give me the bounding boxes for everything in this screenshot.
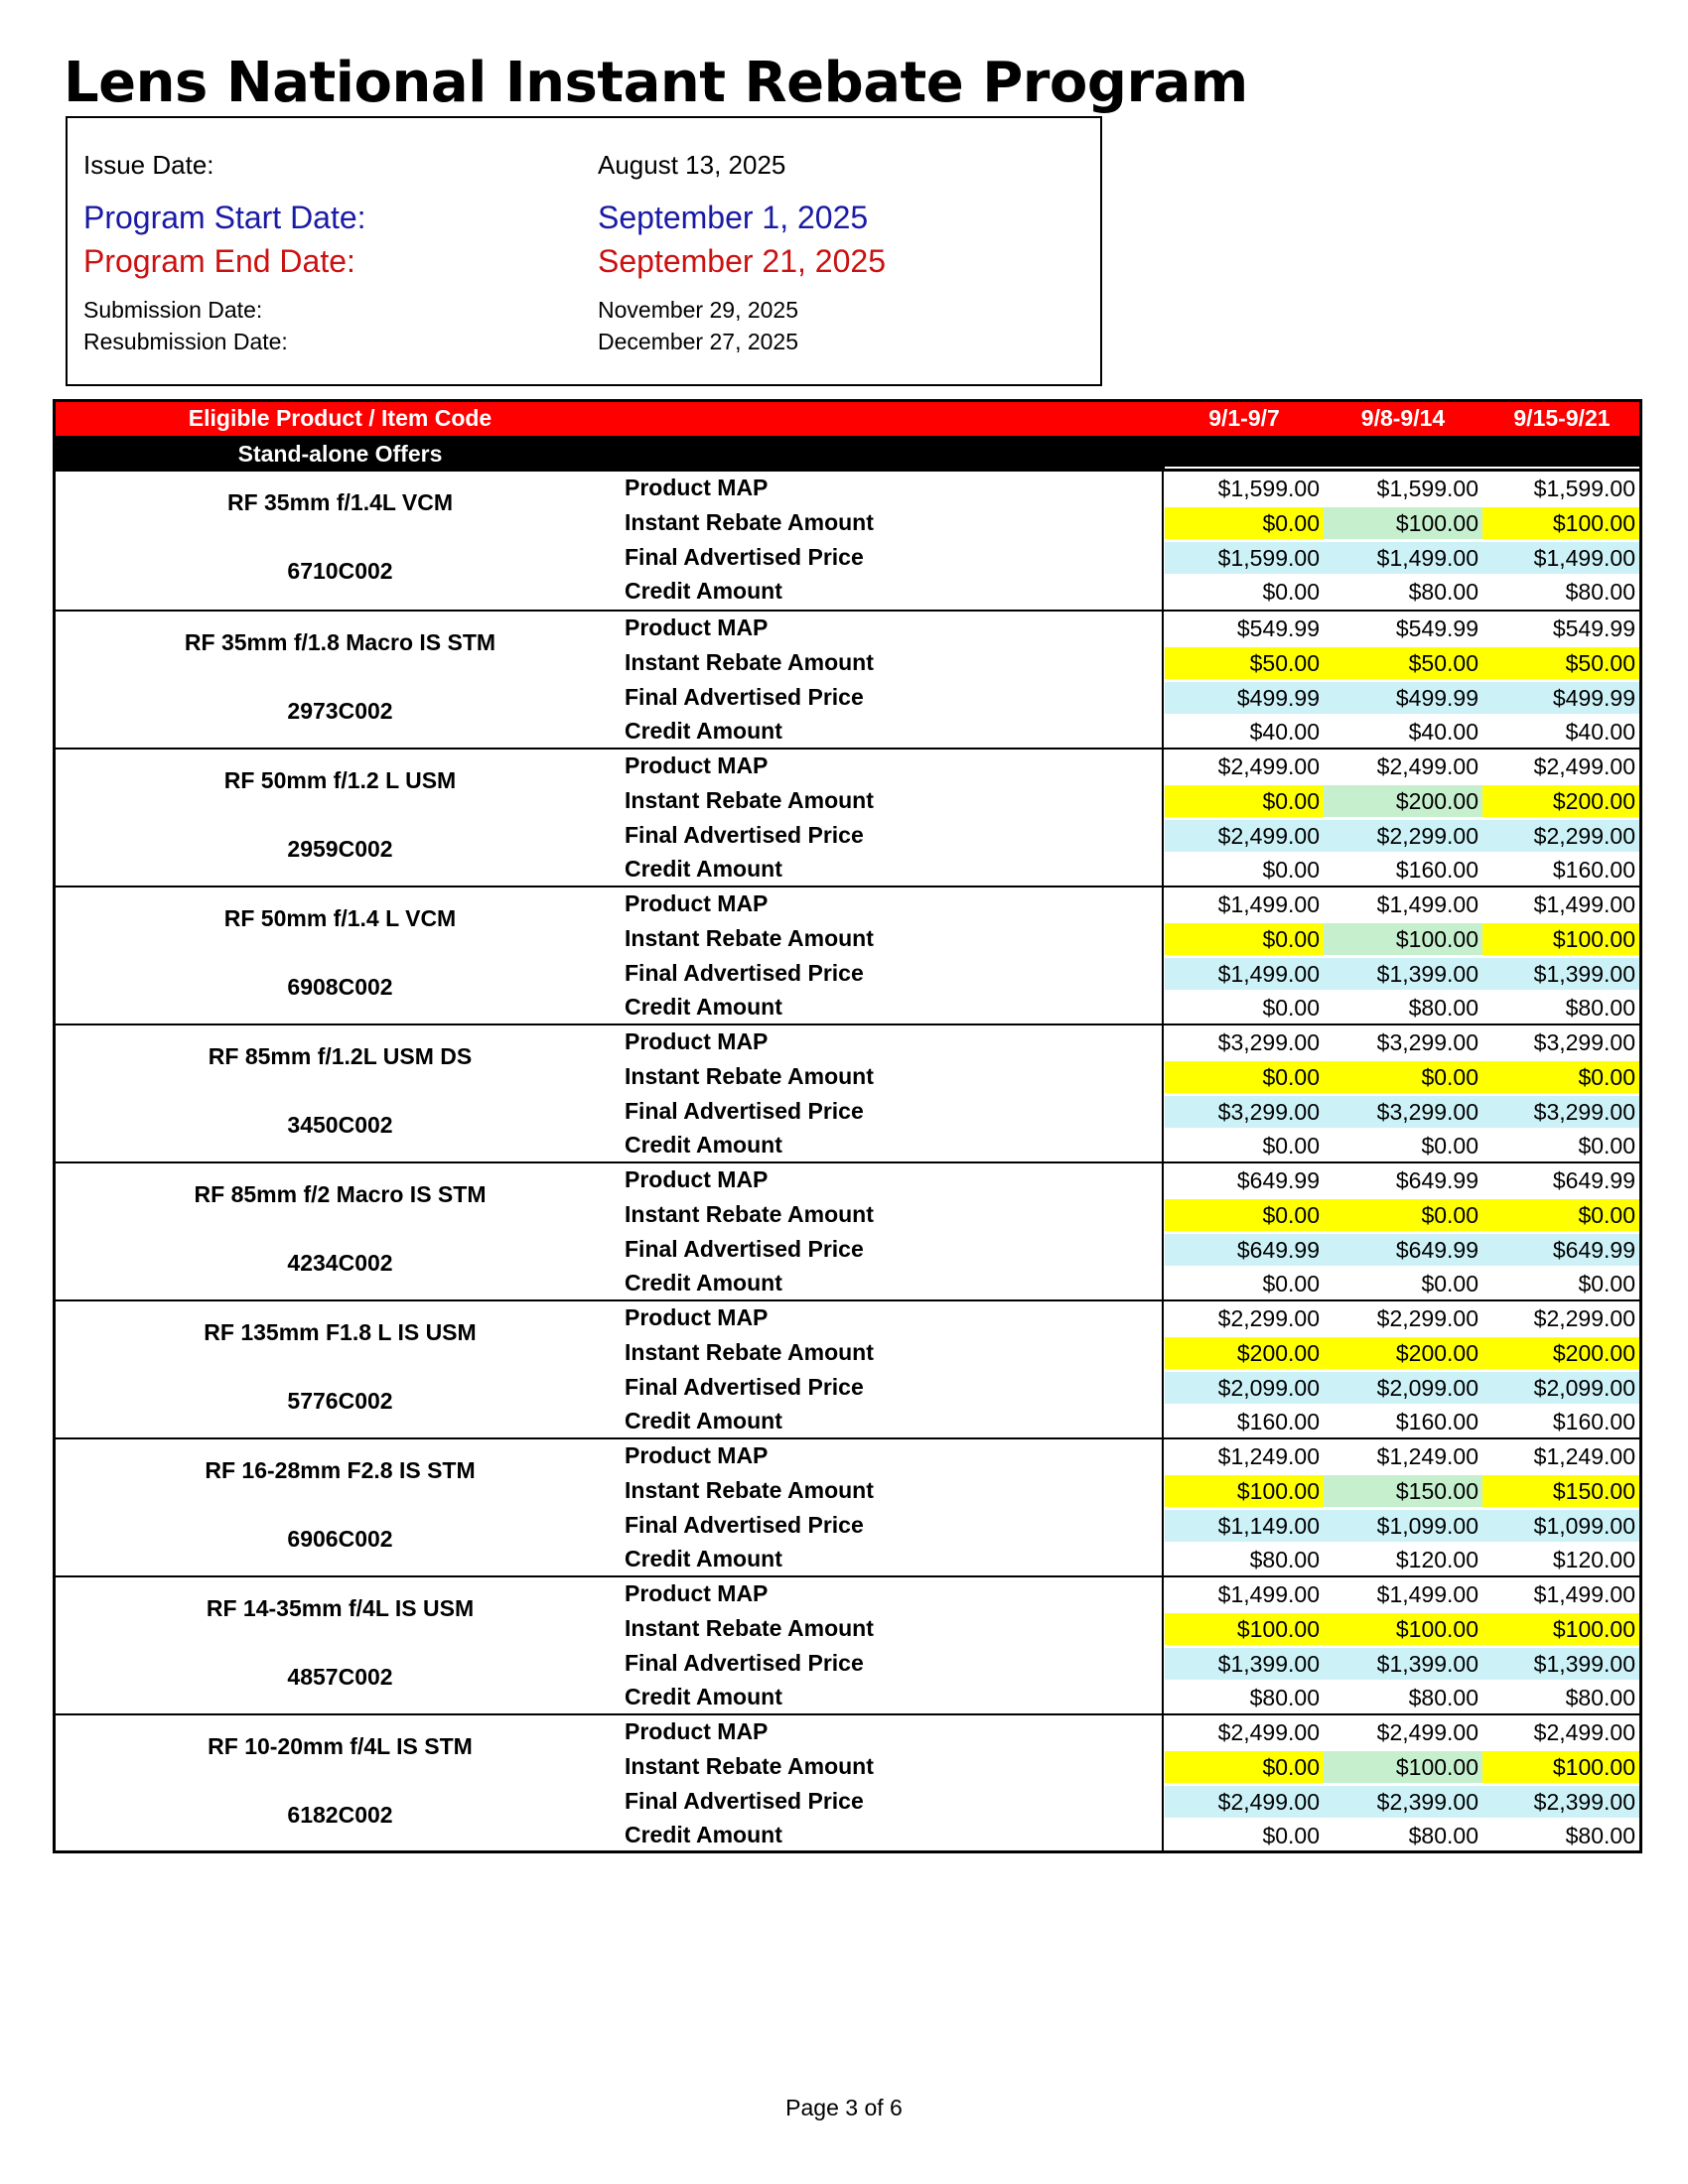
- row-label: Product MAP: [625, 1028, 769, 1054]
- row-label: Credit Amount: [625, 1546, 782, 1572]
- row-label: Instant Rebate Amount: [625, 1614, 874, 1641]
- final-price-row: [56, 1371, 1639, 1406]
- product-name: RF 50mm f/1.2 L USM: [223, 767, 457, 793]
- credit-amount-row: [56, 1543, 1639, 1577]
- value-cell: $1,499.00: [1217, 1581, 1320, 1607]
- value-cell: $0.00: [1262, 857, 1320, 884]
- value-cell: $1,399.00: [1324, 1648, 1482, 1680]
- row-label: Product MAP: [625, 1580, 769, 1606]
- value-cell: $50.00: [1482, 647, 1639, 679]
- value-cell: $649.99: [1165, 1234, 1324, 1266]
- final-price-row: [56, 681, 1639, 716]
- value-cell: $2,499.00: [1165, 820, 1324, 852]
- instant-rebate-row: [56, 1612, 1639, 1647]
- value-cell: $0.00: [1578, 1133, 1635, 1160]
- credit-amount-row: [56, 1267, 1639, 1301]
- value-cell: $1,499.00: [1217, 891, 1320, 917]
- final-price-row: [56, 1509, 1639, 1544]
- row-label: Product MAP: [625, 614, 769, 640]
- value-cell: $649.99: [1552, 1167, 1635, 1193]
- value-cell: $1,499.00: [1533, 1581, 1635, 1607]
- rebate-table: [53, 399, 1642, 1853]
- value-cell: $0.00: [1578, 1271, 1635, 1297]
- value-cell: $160.00: [1552, 857, 1635, 884]
- product-block: [56, 1161, 1639, 1301]
- value-cell: $0.00: [1482, 1061, 1639, 1093]
- product-map-row: [56, 472, 1639, 506]
- row-label: Instant Rebate Amount: [625, 1200, 874, 1227]
- value-cell: $2,499.00: [1533, 753, 1635, 779]
- page-title: Lens National Instant Rebate Program: [64, 51, 1248, 115]
- item-code: 2973C002: [287, 698, 393, 724]
- value-cell: $40.00: [1249, 719, 1320, 746]
- credit-amount-row: [56, 575, 1639, 610]
- credit-amount-row: [56, 1819, 1639, 1853]
- value-cell: $1,399.00: [1165, 1648, 1324, 1680]
- value-cell: $0.00: [1165, 507, 1324, 539]
- product-map-row: [56, 1163, 1639, 1198]
- instant-rebate-row: [56, 1060, 1639, 1095]
- value-cell: $1,599.00: [1376, 476, 1478, 501]
- value-cell: $1,599.00: [1533, 476, 1635, 501]
- row-label: Final Advertised Price: [625, 1235, 864, 1262]
- value-cell: $1,499.00: [1482, 542, 1639, 574]
- value-cell: $100.00: [1482, 1613, 1639, 1645]
- value-cell: $649.99: [1395, 1167, 1478, 1193]
- value-cell: $0.00: [1324, 1199, 1482, 1231]
- value-cell: $549.99: [1236, 615, 1320, 641]
- row-label: Product MAP: [625, 1304, 769, 1330]
- value-cell: $100.00: [1324, 507, 1482, 539]
- header-eligible-product: Eligible Product / Item Code: [188, 405, 492, 431]
- value-cell: $200.00: [1482, 785, 1639, 817]
- item-code: 2959C002: [287, 836, 393, 862]
- table-header-row: [56, 402, 1639, 436]
- program-end-date-label: Program End Date:: [83, 243, 355, 279]
- value-cell: $1,099.00: [1324, 1510, 1482, 1542]
- row-label: Credit Amount: [625, 1684, 782, 1710]
- header-period-2: 9/8-9/14: [1360, 405, 1446, 431]
- product-map-row: [56, 612, 1639, 646]
- product-name: RF 10-20mm f/4L IS STM: [208, 1733, 473, 1759]
- item-code: 4857C002: [287, 1664, 393, 1690]
- value-cell: $2,399.00: [1324, 1786, 1482, 1818]
- product-name: RF 35mm f/1.8 Macro IS STM: [184, 629, 496, 655]
- value-cell: $200.00: [1482, 1337, 1639, 1369]
- value-cell: $649.99: [1236, 1167, 1320, 1193]
- instant-rebate-row: [56, 922, 1639, 957]
- page-number: Page 3 of 6: [785, 2095, 903, 2120]
- value-cell: $549.99: [1395, 615, 1478, 641]
- row-label: Final Advertised Price: [625, 1373, 864, 1400]
- row-label: Instant Rebate Amount: [625, 1752, 874, 1779]
- resubmission-date-value: December 27, 2025: [598, 329, 799, 354]
- product-block: [56, 610, 1639, 750]
- value-cell: $100.00: [1165, 1613, 1324, 1645]
- submission-date-label: Submission Date:: [83, 297, 263, 323]
- item-code: 5776C002: [287, 1388, 393, 1414]
- instant-rebate-row: [56, 1198, 1639, 1233]
- value-cell: $100.00: [1324, 1751, 1482, 1783]
- value-cell: $1,499.00: [1324, 542, 1482, 574]
- value-cell: $200.00: [1165, 1337, 1324, 1369]
- value-cell: $1,499.00: [1376, 1581, 1478, 1607]
- value-cell: $2,499.00: [1376, 1719, 1478, 1745]
- value-cell: $200.00: [1324, 1337, 1482, 1369]
- credit-amount-row: [56, 991, 1639, 1025]
- value-cell: $1,399.00: [1482, 1648, 1639, 1680]
- value-cell: $80.00: [1249, 1547, 1320, 1573]
- final-price-row: [56, 1233, 1639, 1268]
- value-cell: $80.00: [1565, 1823, 1635, 1849]
- row-label: Credit Amount: [625, 994, 782, 1021]
- value-cell: $160.00: [1236, 1409, 1320, 1435]
- row-label: Instant Rebate Amount: [625, 786, 874, 813]
- value-cell: $2,499.00: [1217, 1719, 1320, 1745]
- row-label: Product MAP: [625, 1718, 769, 1744]
- item-code: 6182C002: [287, 1802, 393, 1828]
- section-header-row: [56, 436, 1639, 472]
- value-cell: $1,499.00: [1165, 958, 1324, 990]
- value-cell: $80.00: [1408, 579, 1478, 606]
- item-code: 4234C002: [287, 1250, 393, 1276]
- value-cell: $1,149.00: [1165, 1510, 1324, 1542]
- row-label: Product MAP: [625, 752, 769, 778]
- final-price-row: [56, 541, 1639, 576]
- value-cell: $100.00: [1324, 1613, 1482, 1645]
- value-cell: $1,599.00: [1165, 542, 1324, 574]
- value-cell: $120.00: [1395, 1547, 1478, 1573]
- value-cell: $0.00: [1262, 1823, 1320, 1849]
- instant-rebate-row: [56, 1750, 1639, 1785]
- product-block: [56, 1299, 1639, 1439]
- value-cell: $50.00: [1324, 647, 1482, 679]
- value-cell: $649.99: [1482, 1234, 1639, 1266]
- value-cell: $40.00: [1565, 719, 1635, 746]
- value-cell: $2,099.00: [1324, 1372, 1482, 1404]
- value-cell: $150.00: [1324, 1475, 1482, 1507]
- header-period-1: 9/1-9/7: [1208, 405, 1280, 431]
- issue-date-value: August 13, 2025: [598, 150, 786, 180]
- value-cell: $80.00: [1408, 995, 1478, 1022]
- product-map-row: [56, 887, 1639, 922]
- product-name: RF 85mm f/2 Macro IS STM: [194, 1181, 487, 1207]
- issue-date-label: Issue Date:: [83, 150, 214, 180]
- value-cell: $0.00: [1482, 1199, 1639, 1231]
- row-label: Final Advertised Price: [625, 1097, 864, 1124]
- value-cell: $0.00: [1165, 785, 1324, 817]
- value-cell: $1,099.00: [1482, 1510, 1639, 1542]
- instant-rebate-row: [56, 784, 1639, 819]
- value-cell: $80.00: [1565, 579, 1635, 606]
- value-cell: $3,299.00: [1533, 1029, 1635, 1055]
- section-label: Stand-alone Offers: [237, 441, 443, 467]
- resubmission-date-label: Resubmission Date:: [83, 329, 288, 354]
- row-label: Credit Amount: [625, 1132, 782, 1159]
- value-cell: $499.99: [1324, 682, 1482, 714]
- value-cell: $80.00: [1408, 1823, 1478, 1849]
- value-cell: $100.00: [1482, 1751, 1639, 1783]
- credit-amount-row: [56, 853, 1639, 887]
- program-dates-box: [66, 116, 1102, 386]
- row-label: Credit Amount: [625, 578, 782, 605]
- final-price-row: [56, 1647, 1639, 1682]
- row-label: Final Advertised Price: [625, 821, 864, 848]
- value-cell: $150.00: [1482, 1475, 1639, 1507]
- row-label: Product MAP: [625, 1166, 769, 1192]
- row-label: Final Advertised Price: [625, 1511, 864, 1538]
- value-cell: $80.00: [1565, 995, 1635, 1022]
- value-cell: $0.00: [1262, 995, 1320, 1022]
- row-label: Instant Rebate Amount: [625, 508, 874, 535]
- value-cell: $0.00: [1421, 1271, 1478, 1297]
- product-map-row: [56, 1577, 1639, 1612]
- value-cell: $40.00: [1408, 719, 1478, 746]
- value-cell: $0.00: [1262, 1271, 1320, 1297]
- value-cell: $80.00: [1249, 1685, 1320, 1711]
- row-label: Final Advertised Price: [625, 543, 864, 570]
- value-cell: $0.00: [1262, 579, 1320, 606]
- value-cell: $2,299.00: [1324, 820, 1482, 852]
- header-period-3: 9/15-9/21: [1513, 405, 1611, 431]
- value-cell: $3,299.00: [1376, 1029, 1478, 1055]
- product-block: [56, 472, 1639, 610]
- product-block: [56, 1713, 1639, 1853]
- value-cell: $2,499.00: [1217, 753, 1320, 779]
- value-cell: $2,499.00: [1376, 753, 1478, 779]
- product-name: RF 85mm f/1.2L USM DS: [208, 1043, 473, 1069]
- value-cell: $160.00: [1395, 1409, 1478, 1435]
- value-cell: $3,299.00: [1217, 1029, 1320, 1055]
- product-name: RF 16-28mm F2.8 IS STM: [205, 1457, 476, 1483]
- row-label: Final Advertised Price: [625, 1787, 864, 1814]
- credit-amount-row: [56, 1129, 1639, 1163]
- item-code: 6908C002: [287, 974, 393, 1000]
- value-cell: $3,299.00: [1482, 1096, 1639, 1128]
- instant-rebate-row: [56, 646, 1639, 681]
- value-cell: $2,099.00: [1165, 1372, 1324, 1404]
- final-price-row: [56, 1095, 1639, 1130]
- value-cell: $2,399.00: [1482, 1786, 1639, 1818]
- row-label: Credit Amount: [625, 856, 782, 883]
- value-cell: $1,499.00: [1376, 891, 1478, 917]
- row-label: Product MAP: [625, 1442, 769, 1468]
- value-cell: $120.00: [1552, 1547, 1635, 1573]
- product-map-row: [56, 1025, 1639, 1060]
- value-cell: $200.00: [1324, 785, 1482, 817]
- value-cell: $100.00: [1165, 1475, 1324, 1507]
- program-start-date-value: September 1, 2025: [598, 200, 869, 235]
- value-cell: $50.00: [1165, 647, 1324, 679]
- value-cell: $0.00: [1324, 1061, 1482, 1093]
- product-block: [56, 748, 1639, 887]
- product-name: RF 35mm f/1.4L VCM: [226, 489, 454, 515]
- product-map-row: [56, 1715, 1639, 1750]
- value-cell: $160.00: [1395, 857, 1478, 884]
- row-label: Final Advertised Price: [625, 959, 864, 986]
- value-cell: $80.00: [1408, 1685, 1478, 1711]
- row-label: Instant Rebate Amount: [625, 924, 874, 951]
- row-label: Instant Rebate Amount: [625, 648, 874, 675]
- instant-rebate-row: [56, 1474, 1639, 1509]
- product-map-row: [56, 750, 1639, 784]
- row-label: Instant Rebate Amount: [625, 1338, 874, 1365]
- row-label: Final Advertised Price: [625, 1649, 864, 1676]
- credit-amount-row: [56, 715, 1639, 750]
- value-cell: $80.00: [1565, 1685, 1635, 1711]
- value-cell: $2,299.00: [1217, 1305, 1320, 1331]
- row-label: Credit Amount: [625, 1408, 782, 1434]
- final-price-row: [56, 1785, 1639, 1820]
- credit-amount-row: [56, 1681, 1639, 1715]
- value-cell: $2,099.00: [1482, 1372, 1639, 1404]
- value-cell: $499.99: [1165, 682, 1324, 714]
- value-cell: $100.00: [1324, 923, 1482, 955]
- item-code: 6710C002: [287, 558, 393, 584]
- value-cell: $649.99: [1324, 1234, 1482, 1266]
- value-cell: $100.00: [1482, 923, 1639, 955]
- value-cell: $2,499.00: [1165, 1786, 1324, 1818]
- value-cell: $2,499.00: [1533, 1719, 1635, 1745]
- value-cell: $0.00: [1165, 1061, 1324, 1093]
- row-label: Credit Amount: [625, 718, 782, 745]
- value-cell: $1,399.00: [1482, 958, 1639, 990]
- value-cell: $2,299.00: [1376, 1305, 1478, 1331]
- product-name: RF 135mm F1.8 L IS USM: [204, 1319, 477, 1345]
- program-end-date-value: September 21, 2025: [598, 243, 886, 279]
- row-label: Product MAP: [625, 890, 769, 916]
- value-cell: $1,249.00: [1533, 1443, 1635, 1469]
- value-cell: $499.99: [1482, 682, 1639, 714]
- product-block: [56, 1575, 1639, 1715]
- value-cell: $1,249.00: [1217, 1443, 1320, 1469]
- product-name: RF 50mm f/1.4 L VCM: [223, 905, 457, 931]
- value-cell: $0.00: [1262, 1133, 1320, 1160]
- credit-amount-row: [56, 1405, 1639, 1439]
- value-cell: $1,499.00: [1533, 891, 1635, 917]
- instant-rebate-row: [56, 506, 1639, 541]
- row-label: Credit Amount: [625, 1822, 782, 1848]
- product-block: [56, 886, 1639, 1025]
- row-label: Product MAP: [625, 475, 769, 500]
- product-map-row: [56, 1439, 1639, 1474]
- value-cell: $0.00: [1165, 1751, 1324, 1783]
- row-label: Instant Rebate Amount: [625, 1062, 874, 1089]
- value-cell: $2,299.00: [1482, 820, 1639, 852]
- row-label: Credit Amount: [625, 1270, 782, 1297]
- instant-rebate-row: [56, 1336, 1639, 1371]
- final-price-row: [56, 957, 1639, 992]
- value-cell: $1,399.00: [1324, 958, 1482, 990]
- section-header-fill: [1165, 436, 1639, 469]
- submission-date-value: November 29, 2025: [598, 297, 799, 323]
- product-block: [56, 1437, 1639, 1577]
- value-cell: $3,299.00: [1324, 1096, 1482, 1128]
- value-cell: $0.00: [1421, 1133, 1478, 1160]
- value-cell: $0.00: [1165, 923, 1324, 955]
- final-price-row: [56, 819, 1639, 854]
- value-cell: $1,249.00: [1376, 1443, 1478, 1469]
- item-code: 3450C002: [287, 1112, 393, 1138]
- value-cell: $160.00: [1552, 1409, 1635, 1435]
- item-code: 6906C002: [287, 1526, 393, 1552]
- product-block: [56, 1024, 1639, 1163]
- row-label: Final Advertised Price: [625, 683, 864, 710]
- row-label: Instant Rebate Amount: [625, 1476, 874, 1503]
- product-map-row: [56, 1301, 1639, 1336]
- program-start-date-label: Program Start Date:: [83, 200, 366, 235]
- value-cell: $100.00: [1482, 507, 1639, 539]
- value-cell: $1,599.00: [1217, 476, 1320, 501]
- value-cell: $2,299.00: [1533, 1305, 1635, 1331]
- value-cell: $549.99: [1552, 615, 1635, 641]
- value-cell: $0.00: [1165, 1199, 1324, 1231]
- product-name: RF 14-35mm f/4L IS USM: [206, 1595, 475, 1621]
- value-cell: $3,299.00: [1165, 1096, 1324, 1128]
